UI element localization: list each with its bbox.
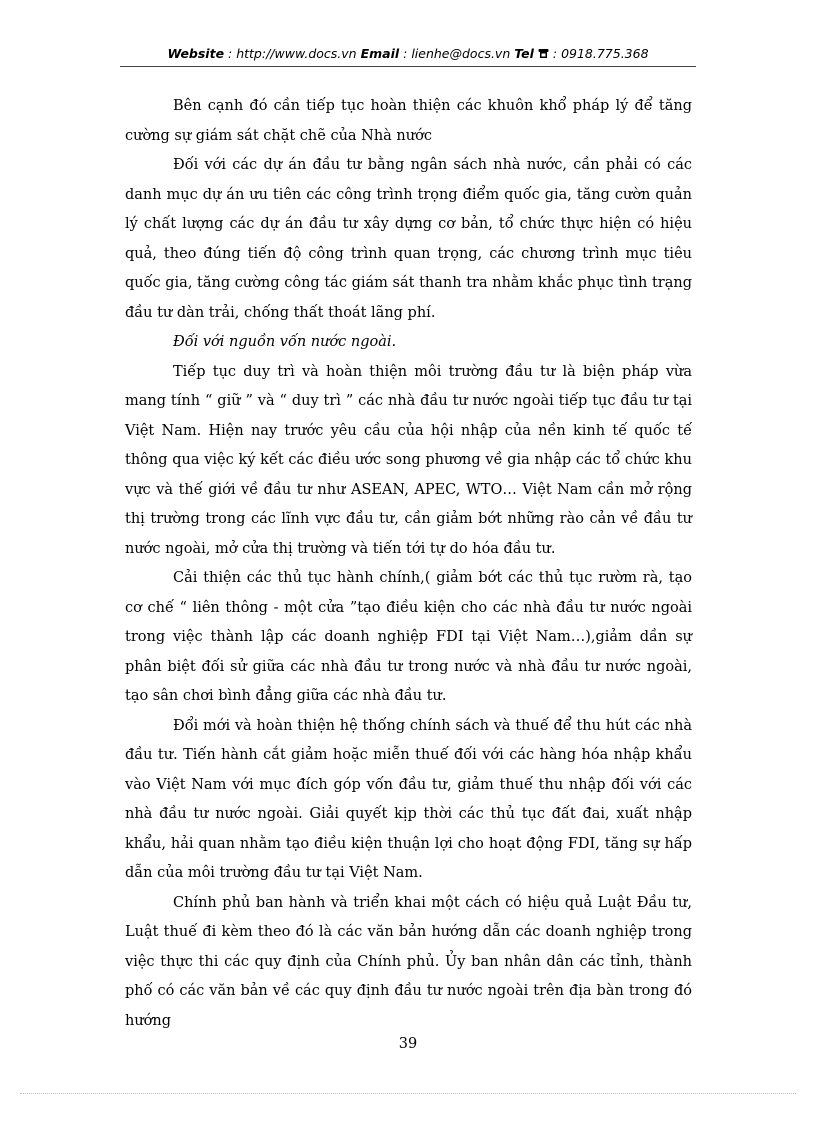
paragraph-2: Đối với các dự án đầu tư bằng ngân sách nhà nước, cần phải có các danh mục dự án ưu tiên các công trình trọng điểm quốc gia, tăng cườn quản lý chất lượng các dự án đầu tư xây dựng cơ bản, tổ chức thực hiện có hiệu quả, theo đúng tiến độ công trình quan trọng, các chương trình mục tiêu quốc gia, tăng cường công tác giám sát thanh tra nhằm khắc phục tình trạng đầu tư dàn trải, chống thất thoát lãng phí.	[125, 157, 692, 321]
paragraph-1: Bên cạnh đó cần tiếp tục hoàn thiện các khuôn khổ pháp lý để tăng cường sự giám sát chặt chẽ của Nhà nước	[125, 98, 692, 144]
email-value: : lienhe@docs.vn	[399, 46, 515, 61]
paragraph-4: Cải thiện các thủ tục hành chính,( giảm bớt các thủ tục rườm rà, tạo cơ chế “ liên thông - một cửa ”tạo điều kiện cho các nhà đầu tư nước ngoài trong việc thành lập các doanh nghiệp FDI tại Việt Nam…),giảm dần sự phân biệt đối sử giữa các nhà đầu tư trong nước và nhà đầu tư nước ngoài, tạo sân chơi bình đẳng giữa các nhà đầu tư.	[125, 570, 692, 704]
phone-icon	[538, 47, 549, 62]
section-subheading: Đối với nguồn vốn nước ngoài.	[173, 334, 397, 350]
page-header	[0, 46, 816, 62]
email-label: Email	[360, 46, 400, 61]
paragraph-5: Đổi mới và hoàn thiện hệ thống chính sách và thuế để thu hút các nhà đầu tư. Tiến hành cắt giảm hoặc miễn thuế đối với các hàng hóa nhập khẩu vào Việt Nam với mục đích góp vốn đầu tư, giảm thuế thu nhập đối với các nhà đầu tư nước ngoài. Giải quyết kịp thời các thủ tục đất đai, xuất nhập khẩu, hải quan nhằm tạo điều kiện thuận lợi cho hoạt động FDI, tăng sự hấp dẫn của môi trường đầu tư tại Việt Nam.	[125, 717, 692, 881]
website-label: Website	[167, 46, 225, 61]
tel-value: : 0918.775.368	[548, 46, 649, 61]
footer-divider	[20, 1093, 796, 1094]
page-number: 39	[398, 1036, 418, 1052]
website-value: : http://www.docs.vn	[224, 46, 361, 61]
paragraph-6: Chính phủ ban hành và triển khai một cách có hiệu quả Luật Đầu tư, Luật thuế đi kèm theo đó là các văn bản hướng dẫn các doanh nghiệp trong việc thực thi các quy định của Chính phủ. Ủy ban nhân dân các tỉnh, thành phố có các văn bản về các quy định đầu tư nước ngoài trên địa bàn trong đó hướng	[125, 894, 692, 1029]
paragraph-3: Tiếp tục duy trì và hoàn thiện môi trường đầu tư là biện pháp vừa mang tính “ giữ ” và “ duy trì ” các nhà đầu tư nước ngoài tiếp tục đầu tư tại Việt Nam. Hiện nay trước yêu cầu của hội nhập của nền kinh tế quốc tế thông qua việc ký kết các điều ước song phương về gia nhập các tổ chức khu vực và thế giới về đầu tư như ASEAN, APEC, WTO… Việt Nam cần mở rộng thị trường trong các lĩnh vực đầu tư, cần giảm bớt những rào cản về đầu tư nước ngoài, mở cửa thị trường và tiến tới tự do hóa đầu tư.	[125, 363, 692, 557]
header-divider	[120, 66, 696, 67]
tel-label: Tel	[514, 46, 534, 61]
body-text	[125, 92, 692, 1036]
